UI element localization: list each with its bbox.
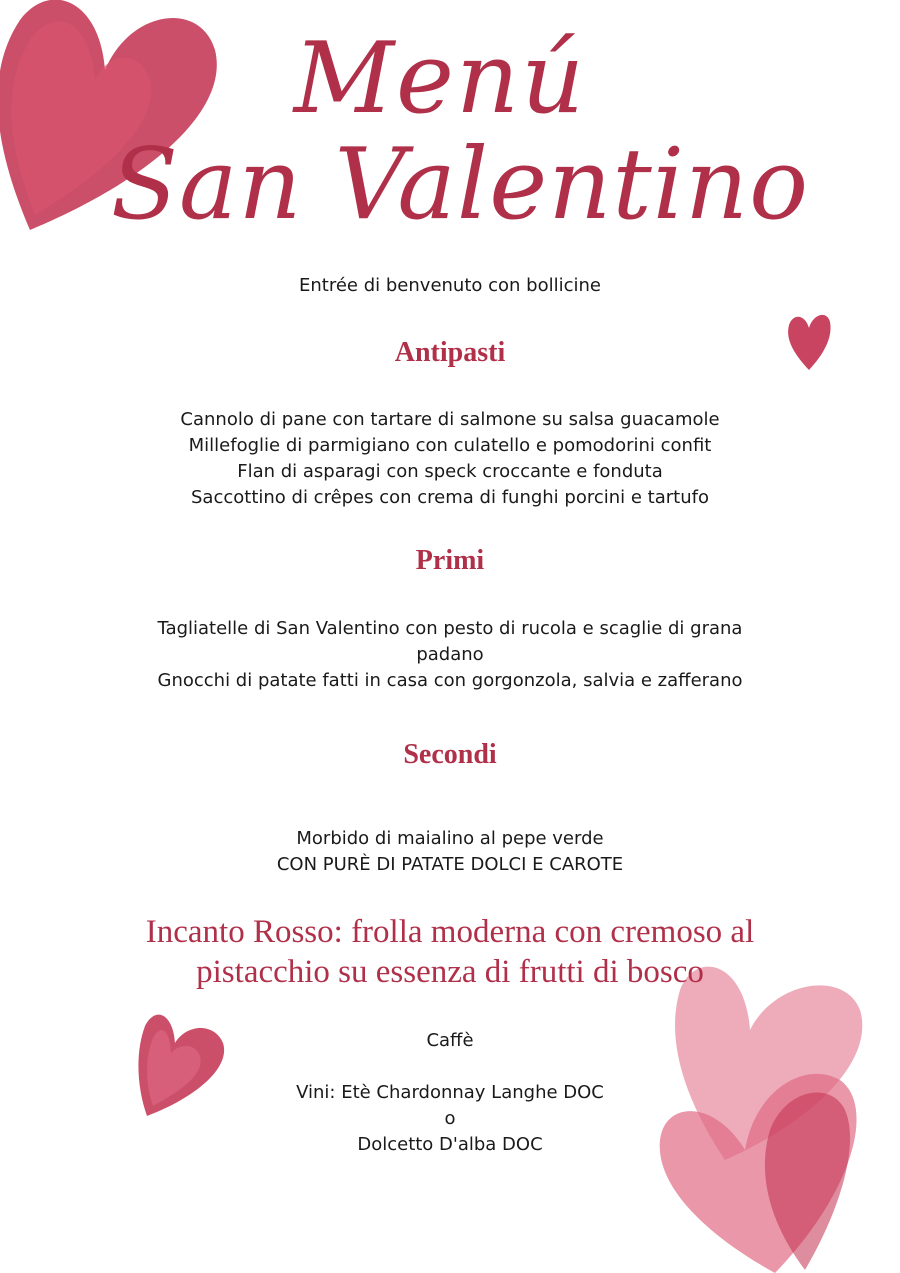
primi-item: Tagliatelle di San Valentino con pesto di rucola e scaglie di grana: [157, 618, 743, 639]
primi-item: Gnocchi di patate fatti in casa con gorgonzola, salvia e zafferano: [157, 670, 743, 691]
welcome-text: Entrée di benvenuto con bollicine: [299, 275, 601, 296]
dessert-line-1: Incanto Rosso: frolla moderna con cremoso al: [145, 914, 755, 950]
antipasti-item: Millefoglie di parmigiano con culatello e pomodorini confit: [188, 435, 712, 456]
antipasti-item: Flan di asparagi con speck croccante e fonduta: [237, 461, 663, 482]
antipasti-item: Cannolo di pane con tartare di salmone su salsa guacamole: [180, 409, 720, 430]
primi-item: padano: [416, 644, 484, 665]
wine-line-1: Vini: Etè Chardonnay Langhe DOC: [296, 1082, 604, 1103]
caffe-text: Caffè: [426, 1030, 474, 1051]
wine-line-2: Dolcetto D'alba DOC: [357, 1134, 543, 1155]
title-line-2: San Valentino: [110, 128, 810, 242]
wine-or: o: [444, 1108, 456, 1129]
antipasti-item: Saccottino di crêpes con crema di funghi porcini e tartufo: [191, 487, 709, 508]
dessert-line-2: pistacchio su essenza di frutti di bosco: [196, 954, 704, 990]
section-primi: Primi: [415, 545, 485, 576]
title-line-1: Menú: [293, 22, 587, 136]
secondi-item: Morbido di maialino al pepe verde: [296, 828, 604, 849]
section-secondi: Secondi: [403, 739, 497, 770]
section-antipasti: Antipasti: [394, 337, 506, 368]
secondi-item: CON PURÈ DI PATATE DOLCI E CAROTE: [276, 854, 624, 875]
